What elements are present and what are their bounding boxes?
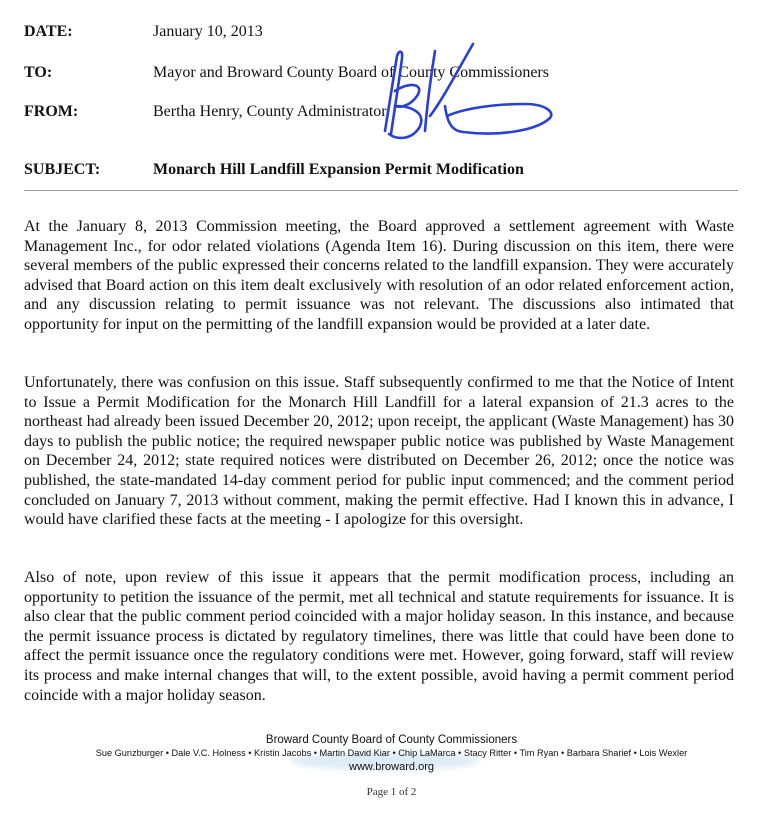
footer-org: Broward County Board of County Commissioners — [265, 734, 518, 746]
page-number: Page 1 of 2 — [366, 786, 417, 798]
date-label: DATE: — [24, 23, 73, 40]
subject-label: SUBJECT: — [24, 161, 101, 178]
body-paragraph: Also of note, upon review of this issue it appears that the permit modification process, including an opportunity to petition the issuance of the permit, met all technical and statute requirements for issuance. It is also clear that the public comment period coincided with a major holiday season. In this instance, and because the permit issuance process is dictated by regulatory timelines, there was little that could have been done to affect the permit issuance once the regulatory conditions were met. However, going forward, staff will review its process and make internal changes that will, to the extent possible, avoid having a permit comment period coincide with a major holiday season. — [24, 569, 734, 704]
subject-value: Monarch Hill Landfill Expansion Permit Modification — [153, 161, 524, 178]
footer-website[interactable]: www.broward.org — [349, 761, 434, 773]
body-paragraph: At the January 8, 2013 Commission meeting, the Board approved a settlement agreement with Waste Management Inc., for odor related violations (Agenda Item 16). During discussion on this item, there were several members of the public expressed their concerns related to the landfill expansion. They were accurately advised that Board action on this item dealt exclusively with resolution of an odor related enforcement action, and any discussion relating to permit issuance was not relevant. The discussions also intimated that opportunity for input on the permitting of the landfill expansion would be provided at a later date. — [24, 218, 734, 333]
header-divider — [24, 190, 738, 191]
date-value: January 10, 2013 — [153, 23, 263, 40]
footer-commissioners: Sue Gunzburger • Dale V.C. Holness • Kristin Jacobs • Martin David Kiar • Chip LaMarca • Stacy Ritter • Tim Ryan • Barbara Sharief • Lois Wexler — [95, 748, 688, 758]
from-label: FROM: — [24, 103, 79, 120]
body-paragraph: Unfortunately, there was confusion on this issue. Staff subsequently confirmed to me that the Notice of Intent to Issue a Permit Modification for the Monarch Hill Landfill for a lateral expansion of 21.3 acres to the northeast had already been issued December 20, 2012; upon receipt, the applicant (Waste Management) has 30 days to publish the public notice; the required newspaper public notice was published by Waste Management on December 24, 2012; state required notices were distributed on December 26, 2012; once the notice was published, the state-mandated 14-day comment period for public input commenced; and the comment period concluded on January 7, 2013 without comment, making the permit effective. Had I known this in advance, I would have clarified these facts at the meeting - I apologize for this oversight. — [24, 374, 734, 529]
to-label: TO: — [24, 64, 53, 81]
signature-mark — [355, 36, 565, 166]
from-value: Bertha Henry, County Administrator — [153, 103, 387, 120]
to-value: Mayor and Broward County Board of County Commissioners — [153, 64, 549, 81]
